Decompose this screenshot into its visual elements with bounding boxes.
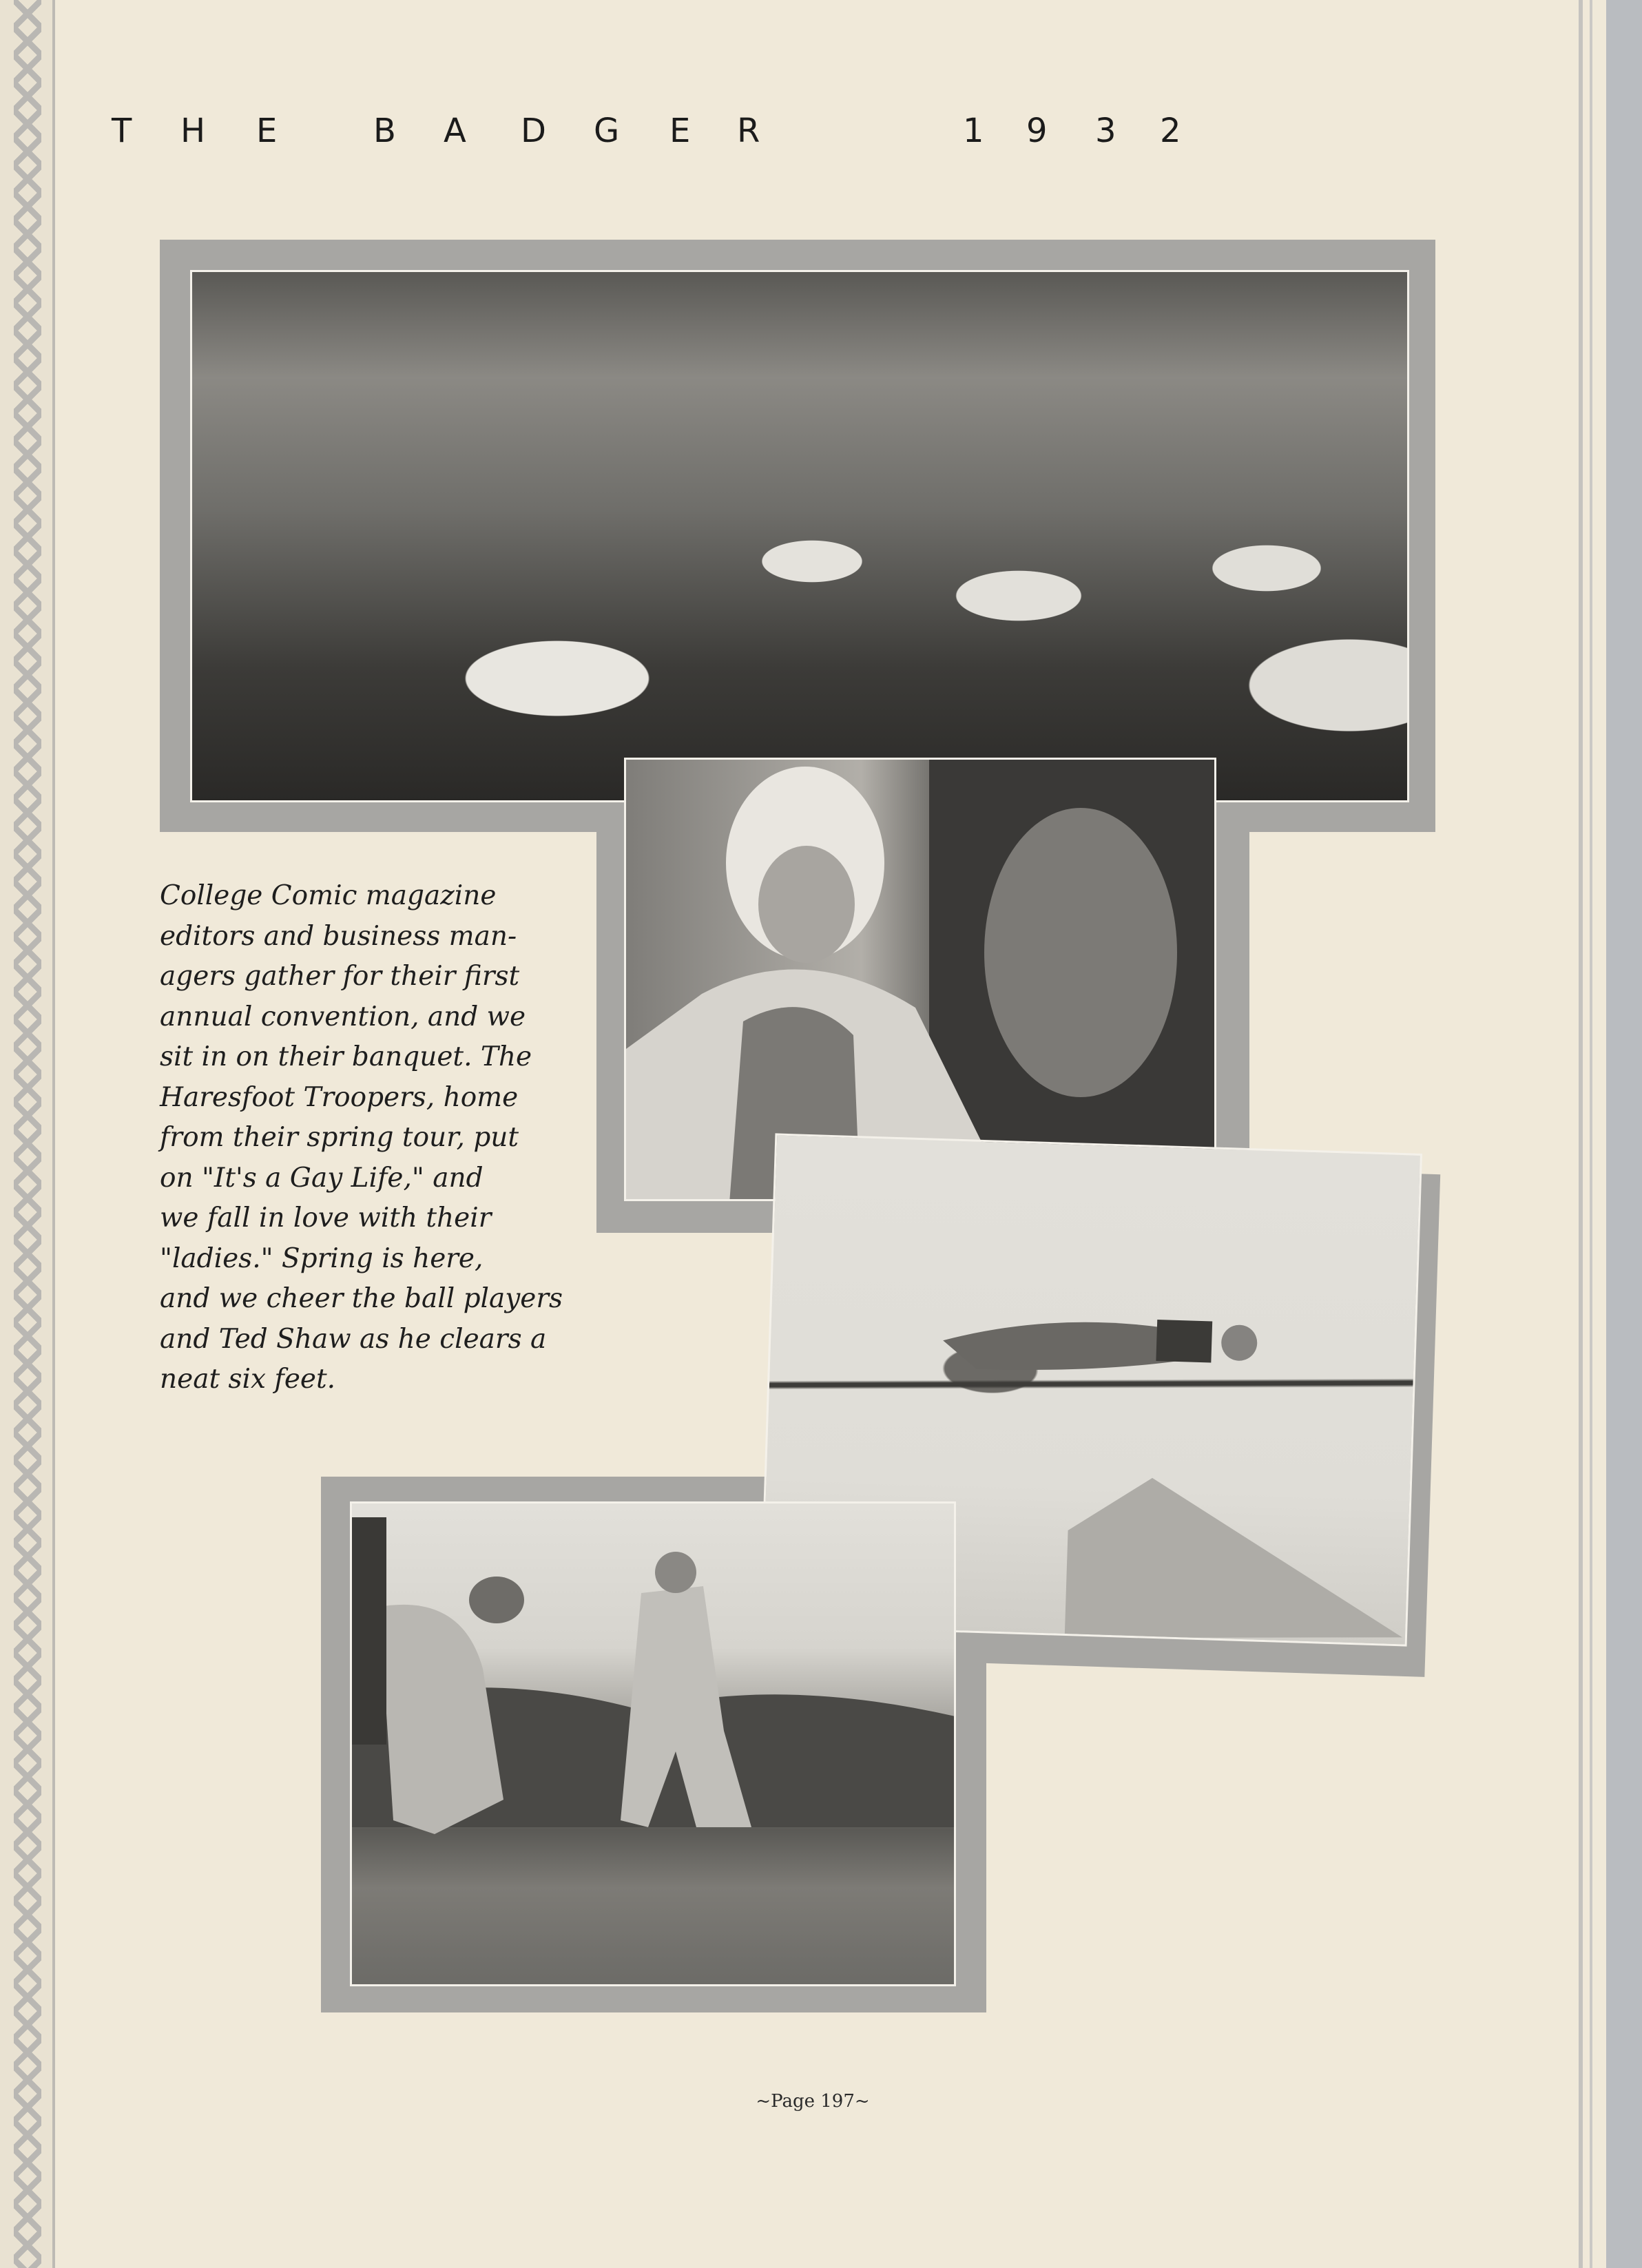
baseball-illustration (352, 1504, 956, 1986)
caption-line: Haresfoot Troopers, home (160, 1081, 519, 1113)
title-letter: R (737, 112, 760, 150)
year-digit: 1 (963, 112, 984, 150)
caption-line: sit in on their banquet. The (160, 1041, 532, 1072)
year-digit: 3 (1095, 112, 1116, 150)
title-letter: E (669, 112, 691, 150)
page-number: ~Page 197~ (756, 2091, 870, 2112)
title-letter: A (444, 112, 466, 150)
caption-line: on "It's a Gay Life," and (160, 1162, 484, 1194)
caption-line: agers gather for their first (160, 961, 520, 992)
header-year (959, 112, 1207, 153)
right-rule (1579, 0, 1583, 2268)
right-rule (1590, 0, 1592, 2268)
title-letter: E (256, 112, 278, 150)
caption-line: and we cheer the ball players (160, 1283, 563, 1314)
decorative-left-border (0, 0, 55, 2268)
year-digit: 2 (1160, 112, 1181, 150)
caption-line: and Ted Shaw as he clears a (160, 1323, 547, 1355)
banquet-photo (190, 270, 1409, 802)
caption-line: neat six feet. (160, 1364, 336, 1395)
title-letter: G (594, 112, 620, 150)
title-letter: B (373, 112, 396, 150)
title-letter: T (112, 112, 132, 150)
title-letter: D (521, 112, 546, 150)
actress-photo (624, 758, 1216, 1201)
caption-line: annual convention, and we (160, 1001, 526, 1032)
caption-line: from their spring tour, put (160, 1122, 519, 1153)
right-band (1606, 0, 1642, 2268)
title-letter: H (180, 112, 206, 150)
caption-line: we fall in love with their (160, 1203, 492, 1234)
baseball-photo (350, 1501, 956, 1986)
caption-line: editors and business man- (160, 920, 517, 952)
actress-illustration (626, 760, 1216, 1201)
caption-line: College Comic magazine (160, 880, 497, 911)
header-title (112, 112, 773, 153)
year-digit: 9 (1026, 112, 1048, 150)
caption-line: "ladies." Spring is here, (160, 1242, 484, 1274)
page-caption (160, 876, 563, 1400)
